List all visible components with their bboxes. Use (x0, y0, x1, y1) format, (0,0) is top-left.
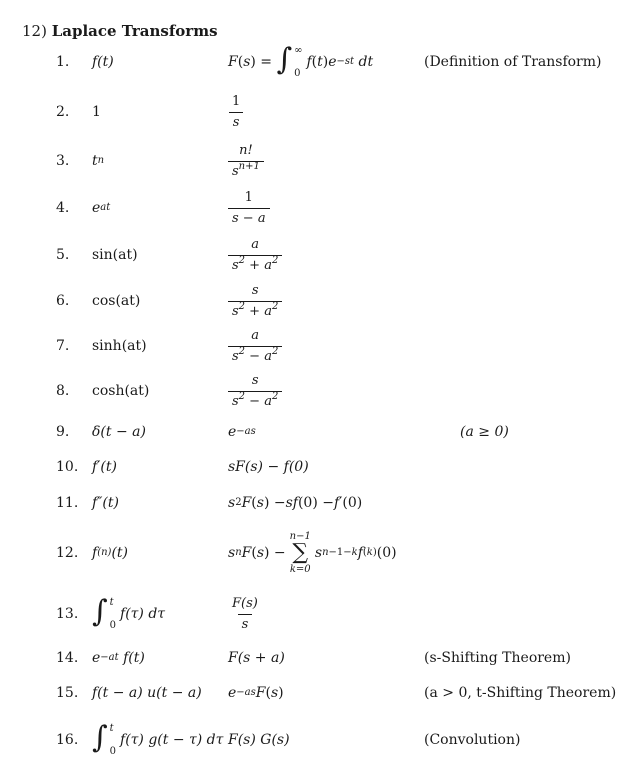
section-title (22, 22, 218, 40)
function-cell: δ(t − a) (92, 424, 146, 440)
table-row (0, 412, 627, 452)
transform-cell: e −as F ( s ) (228, 685, 284, 701)
table-row (0, 235, 627, 275)
function-cell: f″(t) (92, 495, 119, 511)
function-cell: e at (92, 200, 111, 216)
transform-cell: e −as (228, 424, 256, 440)
transform-cell: $\frac{a}{s^2 - a^2}$ (228, 326, 282, 366)
table-row (0, 720, 627, 760)
table-row (0, 533, 627, 573)
transform-cell: sF(s) − f(0) (228, 459, 309, 475)
function-cell: sin(at) (92, 247, 138, 263)
function-cell: cosh(at) (92, 383, 150, 399)
transform-cell: $\frac{a}{s^2 + a^2}$ (228, 235, 282, 275)
function-cell: ∫ t 0 f(τ) g(t − τ) dτ (92, 720, 224, 757)
transform-cell (228, 92, 244, 132)
function-cell: sinh(at) (92, 338, 147, 354)
row-number: 11. (56, 495, 79, 511)
table-row (0, 371, 627, 411)
row-number: 8. (56, 383, 70, 399)
function-cell: e −at f(t) (92, 650, 145, 666)
fraction-numerator: n! (239, 142, 253, 158)
row-number: 2. (56, 104, 70, 120)
table-row (0, 141, 627, 181)
transform-cell: F ( s ) = ∫ ∞ 0 f ( t ) e −st dt (228, 42, 374, 79)
row-number: 6. (56, 293, 70, 309)
transform-cell: s n F ( s ) − n−1 ∑ k=0 s n−1−k f (k) (0) (228, 531, 397, 575)
table-row (0, 447, 627, 487)
function-cell: 1 (92, 104, 101, 120)
function-cell: t n (92, 153, 105, 169)
function-cell: ∫ t 0 f(τ) dτ (92, 594, 166, 631)
function-cell: cos(at) (92, 293, 141, 309)
transform-cell: $\frac{s}{s^2 - a^2}$ (228, 371, 282, 411)
note-cell: (a ≥ 0) (460, 424, 509, 440)
fraction-numerator: 1 (244, 189, 253, 205)
row-number: 7. (56, 338, 70, 354)
row-number: 16. (56, 732, 79, 748)
transform-cell: $\frac{n!}{s^{n+1}}$ (228, 141, 264, 181)
note-cell: (s-Shifting Theorem) (424, 650, 571, 666)
fraction-numerator: s (251, 372, 259, 388)
transform-cell: F(s + a) (228, 650, 285, 666)
note-cell: (Definition of Transform) (424, 54, 602, 70)
row-number: 5. (56, 247, 70, 263)
function-cell: f′(t) (92, 459, 117, 475)
transform-cell (228, 188, 270, 228)
row-number: 12. (56, 545, 79, 561)
table-row (0, 483, 627, 523)
table-row (0, 281, 627, 321)
transform-cell: $\frac{s}{s^2 + a^2}$ (228, 281, 282, 321)
row-number: 13. (56, 606, 79, 622)
fraction-numerator: s (251, 282, 259, 298)
row-number: 15. (56, 685, 79, 701)
row-number: 3. (56, 153, 70, 169)
table-row (0, 638, 627, 678)
row-number: 4. (56, 200, 70, 216)
function-cell: f(t − a) u(t − a) (92, 685, 202, 701)
fraction-numerator: 1 (232, 93, 241, 109)
fraction-denominator: s (229, 112, 244, 131)
section-number: 12) (22, 22, 47, 40)
transform-cell: s 2 F ( s ) − sf (0) − f ′(0) (228, 495, 363, 511)
fraction-numerator: a (251, 236, 260, 252)
note-cell: (a > 0, t-Shifting Theorem) (424, 685, 617, 701)
transform-cell: $\frac{F(s)}{s}$ (232, 595, 258, 632)
fraction-numerator: a (251, 327, 260, 343)
row-number: 9. (56, 424, 70, 440)
transform-cell: F(s) G(s) (228, 732, 290, 748)
function-cell: f (n) (t) (92, 545, 129, 561)
row-number: 1. (56, 54, 70, 70)
note-cell: (Convolution) (424, 732, 521, 748)
table-row (0, 594, 627, 634)
table-row (0, 673, 627, 713)
row-number: 14. (56, 650, 79, 666)
row-number: 10. (56, 459, 79, 475)
table-row (0, 42, 627, 82)
table-row (0, 188, 627, 228)
table-row (0, 92, 627, 132)
function-cell: f(t) (92, 54, 114, 70)
fraction-denominator: s − a (228, 208, 270, 227)
table-row (0, 326, 627, 366)
section-heading: Laplace Transforms (51, 22, 218, 40)
